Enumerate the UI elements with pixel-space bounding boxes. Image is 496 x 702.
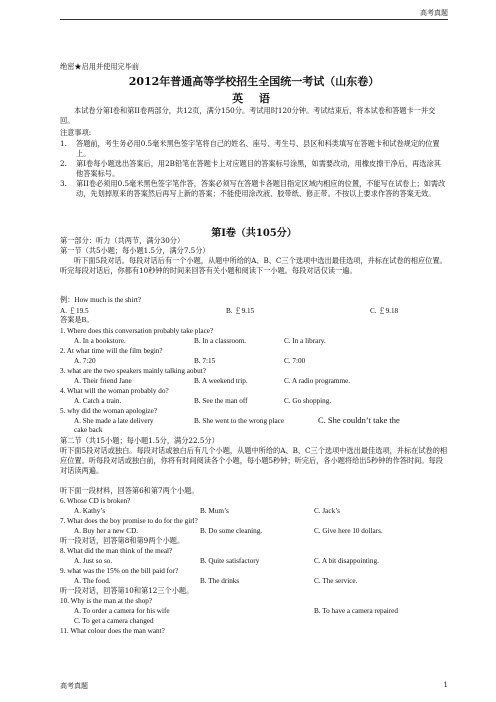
subject-title: 英 语 xyxy=(232,92,276,105)
note-number: 2. xyxy=(60,159,67,168)
q8-option-a: A. Just so so. xyxy=(74,557,113,565)
note-item xyxy=(60,179,448,199)
section1-title: 第一节（共5小题；每小题1.5分，满分7.5分） xyxy=(60,246,210,255)
listening-title: 第一部分：听力（共两节，满分30分） xyxy=(60,236,185,245)
q10-option-c: C. To get a camera changed xyxy=(74,617,154,625)
question-9: 9. what was the 15% on the bill paid for? xyxy=(60,567,179,575)
question-1: 1. Where does this conversation probably take place? xyxy=(60,327,214,335)
notes-title: 注意事项: xyxy=(60,128,92,137)
q6-option-a: A. Kathy’s xyxy=(74,507,106,515)
question-7: 7. What does the boy promise to do for the girl? xyxy=(60,517,198,525)
section2-material-10: 听一段对话，回答第10和第12三个小题。 xyxy=(60,586,194,595)
question-8: 8. What did the man think of the meal? xyxy=(60,547,173,555)
note-number: 3. xyxy=(60,179,67,188)
q10-option-a: A. To order a camera for his wife xyxy=(74,607,170,615)
note-text: 第II卷必须用0.5毫米黑色签字笔作答，答案必须写在答题卡各题目指定区域内相应的位置，不能写在试卷上；如需改动，先划掉原来的答案然后再写上新的答案；不能使用涂改液、胶带纸、修正带。不按以上要求作答的答案无效。 xyxy=(76,179,446,198)
q3-option-b: B. A weekend trip. xyxy=(194,377,248,385)
example-option-b: B. ￡9.15 xyxy=(226,307,255,315)
notes-list xyxy=(60,139,448,199)
q1-option-b: B. In a classroom. xyxy=(194,337,247,345)
q8-option-c: C. A bit disappointing. xyxy=(314,557,379,565)
q5-option-c-cont: cake back xyxy=(74,426,103,434)
example-option-a: A. ￡19.5 xyxy=(60,307,89,315)
note-text: 答题前，考生务必用0.5毫米黑色签字笔将自己的姓名、座号、考生号、县区和科类填写在答题卡和试卷规定的位置上。 xyxy=(76,139,440,158)
q5-option-a: A. She made a late delivery xyxy=(74,417,154,425)
question-4: 4. What will the woman probably do? xyxy=(60,387,169,395)
example-option-c: C. ￡9.18 xyxy=(370,307,399,315)
q3-option-a: A. Their friend Jane xyxy=(74,377,132,385)
question-2: 2. At what time will the film begin? xyxy=(60,347,163,355)
question-5: 5. why did the woman apologize? xyxy=(60,407,158,415)
q1-option-a: A. In a bookstore. xyxy=(74,337,126,345)
q9-option-b: B. The drinks xyxy=(200,577,240,585)
header-label: 高考真题 xyxy=(420,9,448,17)
q5-option-c: C. She couldn’t take the xyxy=(318,415,400,425)
q2-option-c: C. 7:00 xyxy=(284,357,306,365)
secret-label: 绝密★启用并使用完毕前 xyxy=(60,62,140,71)
q4-option-b: B. See the man off xyxy=(194,397,248,405)
q6-option-b: B. Mum’s xyxy=(200,507,229,515)
q7-option-c: C. Give here 10 dollars. xyxy=(314,527,383,535)
example-question: 例：How much is the shirt? xyxy=(60,296,142,304)
footer-label: 高考真题 xyxy=(60,682,88,690)
intro-paragraph: 本试卷分第I卷和第II卷两部分，共12页，满分150分。考试用时120分钟。考试结束后，将本试卷和答题卡一并交回。 xyxy=(60,106,436,125)
q7-option-b: B. Do some cleaning. xyxy=(200,527,263,535)
question-6: 6. Whose CD is broken? xyxy=(60,497,131,505)
q7-option-a: A. Buy her a new CD. xyxy=(74,527,139,535)
note-text: 第I卷每小题选出答案后，用2B铅笔在答题卡上对应题目的答案标号涂黑，如需要改动，用橡皮擦干净后，再选涂其他答案标号。 xyxy=(76,159,441,178)
note-item xyxy=(60,159,448,179)
section2-material-6: 听下面一段材料，回答第6和第7两个小题。 xyxy=(60,486,199,495)
q2-option-b: B. 7:15 xyxy=(194,357,216,365)
section2-desc: 听下面5段对话或独白。每段对话或独白后有几个小题，从题中所给的A、B、C三个选项中选出最佳选项，并标在试卷的相应位置。听每段对话或独白前，你将有时间阅读各个小题，每小题5秒钟；听完后，各小题将给出5秒钟的作答时间。每段对话读两遍。 xyxy=(60,446,448,475)
note-number: 1. xyxy=(60,139,67,148)
footer xyxy=(60,681,448,691)
example-answer: 答案是B。 xyxy=(60,316,94,324)
section2-material-8: 听一段对话，回答第8和第9两个小题。 xyxy=(60,536,185,545)
q4-option-a: A. Catch a train. xyxy=(74,397,122,405)
q9-option-a: A. The food. xyxy=(74,577,111,585)
q8-option-b: B. Quite satisfactory xyxy=(200,557,260,565)
note-item xyxy=(60,139,448,159)
q2-option-a: A. 7:20 xyxy=(74,357,96,365)
q4-option-c: C. Go shopping. xyxy=(284,397,332,405)
exam-title: 2012年普通高等学校招生全国统一考试（山东卷） xyxy=(128,75,380,88)
q5-option-b: B. She went to the wrong place xyxy=(194,417,285,425)
section1-desc: 听下面5段对话。每段对话后有一个小题，从题中所给的A、B、C三个选项中选出最佳选项，并标在试卷的相应位置。听完每段对话后，你都有10秒钟的时间来回答有关小题和阅读下一小题。每段对话仅读一遍。 xyxy=(60,256,447,275)
page-number: 1 xyxy=(443,681,448,689)
q10-option-b: B. To have a camera repaired xyxy=(314,607,398,615)
q9-option-c: C. The service. xyxy=(314,577,358,585)
q3-option-c: C. A radio programme. xyxy=(284,377,351,385)
question-10: 10. Why is the man at the shop? xyxy=(60,597,153,605)
question-3: 3. what are the two speakers mainly talking aobut? xyxy=(60,367,206,375)
q6-option-c: C. Jack’s xyxy=(314,507,340,515)
header-rule xyxy=(60,19,448,20)
part1-title: 第I卷（共105分） xyxy=(211,228,297,239)
q1-option-c: C. In a library. xyxy=(284,337,326,345)
question-11: 11. What colour does the man want? xyxy=(60,627,165,635)
section2-title: 第二节（共15小题；每小题1.5分，满分22.5分） xyxy=(60,436,219,445)
